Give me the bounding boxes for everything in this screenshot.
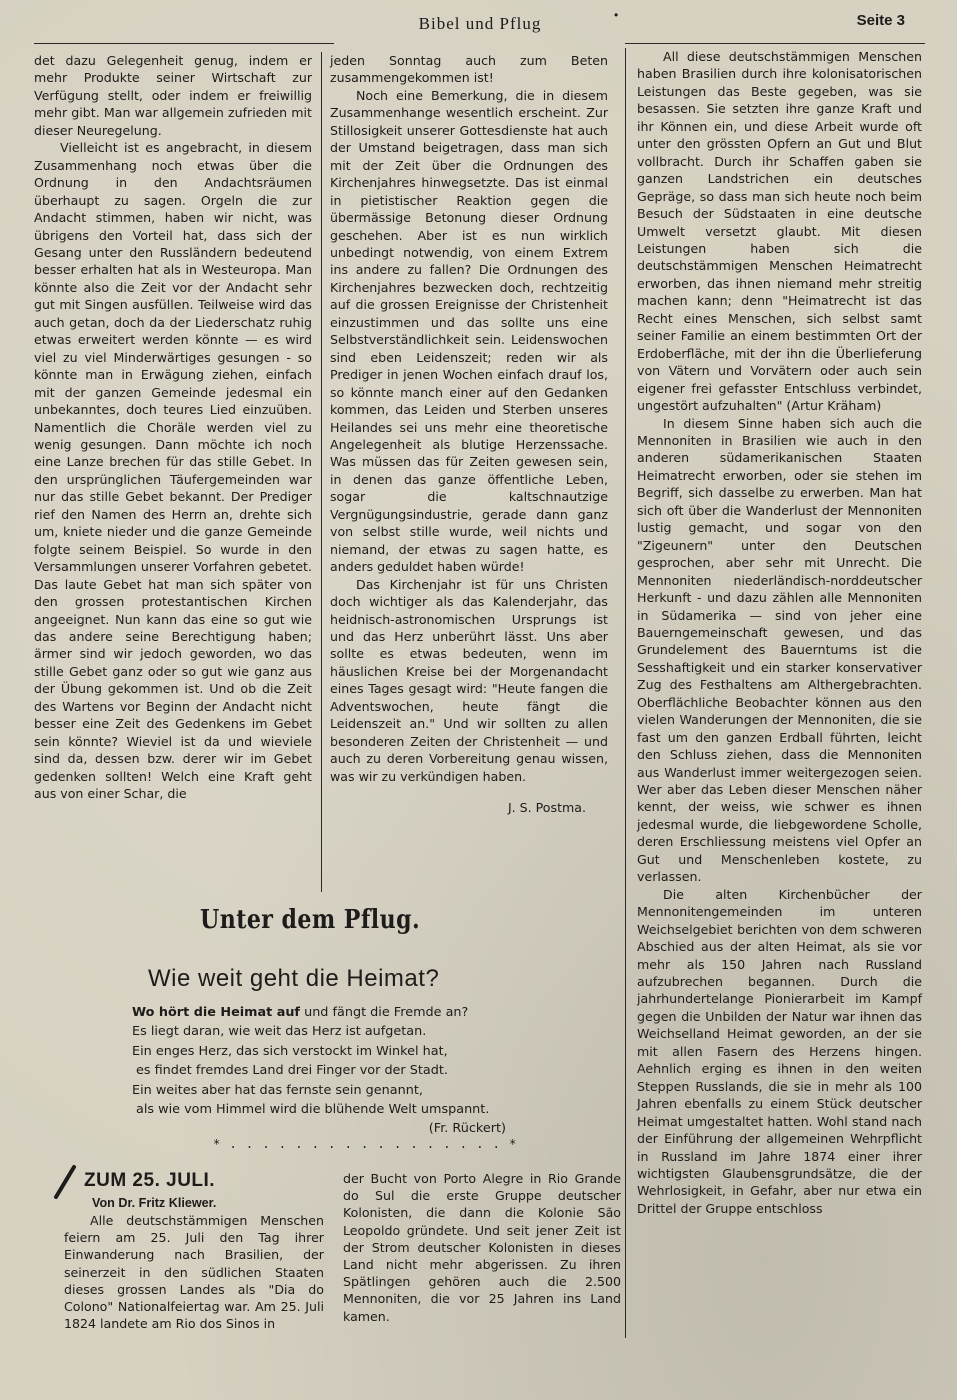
paragraph: der Bucht von Porto Alegre in Rio Grande do Sul die erste Gruppe deutscher Kolonisten, die dann die Kolonie São Leopoldo gründete. Und seit jener Zeit ist der Strom deutscher Kolonisten in dieses Land nicht mehr abgerissen. Zu ihren Spätlingen gehören auch die 2.500 Mennoniten, die vor 25 Jahren ins Land kamen. — [343, 1171, 621, 1324]
running-title: Bibel und Pflug — [418, 14, 542, 33]
poem-line: Ein enges Herz, das sich verstockt im Winkel hat, — [132, 1043, 448, 1059]
article-title: ZUM 25. JULI. — [84, 1170, 216, 1191]
article-column-1 — [64, 1212, 324, 1332]
poem-first-rest: und fängt die Fremde an? — [300, 1005, 469, 1020]
poem-first-bold: Wo hört die Heimat auf — [132, 1005, 301, 1020]
header-rule-right — [625, 43, 925, 44]
column-divider-1 — [321, 52, 322, 892]
paragraph: In diesem Sinne haben sich auch die Mennoniten in Brasilien wie auch in den anderen südamerikanischen Staaten Heimatrecht erworben, oder sie stehen im Begriff, sich dasselbe zu erwerben. Man hat sich oft über die Wanderlust der Mennoniten lustig gemacht, und sogar von den "Zigeunern" unter den Deutschen gesprochen, aber sehr mit Unrecht. Die Mennoniten niederländisch-norddeutscher Herkunft - und dazu zählen alle Mennoniten in Südamerika — sind von jeher eine Bauerngemeinschaft gewesen, und das Grundelement des Bauerntums ist die Sesshaftigkeit und ein starker konservativer Zug des Festhaltens am Althergebrachten. Oberflächliche Beobachter können aus den vielen Wanderungen der Mennoniten, die sie fast um den ganzen Erdball führten, leicht den Schluss ziehen, dass die Mennoniten aus Wanderlust immer weitergezogen seien. Wer aber das Leben dieser Menschen näher kennt, der weiss, wie schwer es ihnen jedesmal wurde, die liebgewordene Scholle, deren Erschliessung meistens viel Opfer an Gut und Menschenleben kostete, zu verlassen. — [637, 415, 922, 885]
column-3 — [637, 48, 922, 1217]
poem-line: Es liegt daran, wie weit das Herz ist aufgetan. — [132, 1024, 427, 1040]
author-signature: J. S. Postma. — [507, 800, 586, 816]
paragraph: Die alten Kirchenbücher der Mennonitengemeinden im unteren Weichselgebiet berichten von dem schweren Abschied aus der alten Heimat, als sie vor mehr als 150 Jahren nach Russland aufzubrechen begannen. Durch die jahrhundertelange Pionierarbeit im Kampf gegen die Unbilden der Natur war ihnen das Weichselland Heimat geworden, an der sie mit allen Fasern des Herzens hingen. Aehnlich erging es ihnen in den weiten Steppen Russlands, die sie in mehr als 100 Jahren ebenfalls zu einem Stück deutscher Heimat umgestaltet hatten. Wohl stand nach der Einführung der allgemeinen Wehrpflicht in Russland im Jahre 1874 einer ihrer wichtigsten Glaubensgrundsätze, die der Wehrlosigkeit, in Gefahr, aber nur etwa ein Drittel der Gruppe entschloss — [637, 886, 922, 1216]
paragraph: det dazu Gelegenheit genug, indem er mehr Produkte seiner Wirtschaft zur Verfügung stellt, oder indem er freiwillig mehr gibt. Man war allgemein zufrieden mit dieser Neuregelung. — [34, 53, 312, 138]
column-divider-2 — [625, 48, 626, 1338]
paragraph: Das Kirchenjahr ist für uns Christen doch wichtiger als das Kalenderjahr, das heidnisch-astronomischen Ursprungs ist und das Herz unberührt lässt. Uns aber sollte es etwas bedeuten, wenn im häuslichen Kreise bei der Morgenandacht eines Tages gesagt wird: "Heute fangen die Adventswochen, heute fängt die Leidenszeit an." Und wir sollten zu allen besonderen Zeiten der Christenheit — und auch zu deren Vorbereitung genau wissen, was wir zu verkündigen haben. — [330, 576, 608, 784]
separator-dots: * . . . . . . . . . . . . . . . . . * — [213, 1137, 518, 1151]
header-mark: • — [614, 8, 619, 22]
header-rule-left — [34, 43, 334, 44]
poem-line: Ein weites aber hat das fernste sein genannt, — [132, 1082, 423, 1098]
section-title: Unter dem Pflug. — [200, 905, 421, 935]
paragraph: jeden Sonntag auch zum Beten zusammengekommen ist! — [330, 53, 608, 86]
article-column-2 — [343, 1170, 621, 1325]
column-1 — [34, 52, 312, 802]
paragraph: All diese deutschstämmigen Menschen haben Brasilien durch ihre kolonisatorischen Leistungen das Beste gegeben, was sie besassen. Sie setzten ihre ganze Kraft und ihr Können ein, und diese Arbeit wurde oft unter den grössten Opfern an Gut und Blut vollbracht. Durch ihr Schaffen gaben sie ganzen Landstrichen ein deutsches Gepräge, so dass man sich heute noch beim Besuch der Südstaaten in eine deutsche Umwelt versetzt glaubt. Mit diesen Leistungen haben sich die deutschstämmigen Menschen Heimatrecht erworben, das ihnen niemand mehr streitig machen kann; denn "Heimatrecht ist das Recht eines Menschen, sich selbst samt seiner Familie an einem bestimmten Ort der Erdoberfläche, mit der ihn die Überlieferung von Vätern und Vorvätern oder auch sein eigener frei gefasster Entschluss verbindet, ungestört aufzuhalten" (Artur Kräham) — [637, 49, 922, 414]
page-number: Seite 3 — [856, 12, 905, 29]
poem-line: als wie vom Himmel wird die blühende Welt umspannt. — [136, 1102, 490, 1118]
poem-author: (Fr. Rückert) — [428, 1121, 506, 1137]
poem-title: Wie weit geht die Heimat? — [148, 965, 440, 992]
poem — [132, 1003, 592, 1139]
paragraph: Vielleicht ist es angebracht, in diesem Zusammenhang noch etwas über die Ordnung in den Andachtsräumen überhaupt zu sagen. Orgeln die zur Andacht stimmen, haben wir nicht, was übrigens den Vorteil hat, dass sich der Gesang unter den Russländern bedeutend besser erhalten hat als in Westeuropa. Man könnte also die Zeit vor der Andacht sehr gut mit Singen ausfüllen. Teilweise wird das auch getan, doch da der Liederschatz ruhig etwas erweitert werden könnte — es wird viel zu viel Minderwärtiges gesungen - so könnte man in Erwägung ziehen, einfach mit der ganzen Gemeinde jedesmal ein unbekanntes, doch teures Lied einzuüben. Namentlich die Choräle werden viel zu wenig gesungen. Dann möchte ich noch eine Lanze brechen für das stille Gebet. In den ursprünglichen Täufergemeinden war nur das stille Gebet bekannt. Der Prediger rief den Namen des Herrn an, drehte sich um, kniete nieder und die ganze Gemeinde folgte seinem Beispiel. So wurde in den Versammlungen unserer Vorfahren gebetet. Das laute Gebet hat man sich später von den grossen protestantischen Kirchen angeeignet. Nun kann das eine so gut wie das andere seine Berechtigung haben; ärmer sind wir jedoch geworden, wo das stille Gebet ganz oder so gut wie ganz aus der Übung gekommen ist. Und ob die Zeit des Wartens vor Beginn der Andacht nicht besser eine Zeit des Gedenkens im Gebet sein könnte? Wieviel ist da und wieviele sind da, dessen bzw. derer wir im Gebet gedenken sollten! Welch eine Kraft geht aus von einer Schar, die — [34, 140, 312, 802]
paragraph: Alle deutschstämmigen Menschen feiern am 25. Juli den Tag ihrer Einwanderung nach Brasilien, der seinerzeit in den südlichen Staaten dieses grossen Landes als "Dia do Colono" Nationalfeiertag war. Am 25. Juli 1824 landete am Rio dos Sinos in — [64, 1213, 324, 1332]
column-2 — [330, 52, 608, 816]
paragraph: Noch eine Bemerkung, die in diesem Zusammenhange wesentlich erscheint. Zur Stillosigkeit unserer Gottesdienste hat auch der Umstand beigetragen, dass man sich mit der Zeit über die Ordnungen des Kirchenjahres hinwegsetzte. Das ist einmal in pietistischer Reaktion gegen die übermässige Betonung dieser Ordnung geschehen. Aber ist es nun wirklich unbedingt notwendig, von einem Extrem ins andere zu fallen? Die Ordnungen des Kirchenjahres bezwecken doch, rechtzeitig auf die grossen Ereignisse der Christenheit einzustimmen und das sollte uns eine Selbstverständlichkeit sein. Leidenswochen sind eben Leidenszeit; reden wir als Prediger in jenen Wochen einfach drauf los, so könnte manch einer auf den Gedanken kommen, das Leiden und Sterben unseres Heilandes sei uns mehr eine theoretische Angelegenheit als blutige Herzenssache. Was müssen das für Zeiten gewesen sein, in denen das ganze öffentliche Leben, sogar die kaltschnautzige Vergnügungsindustrie, gerade dann ganz von selbst stille wurde, weil nichts und niemand, der etwas zu sagen hatte, es anders geduldet haben würde! — [330, 87, 608, 575]
poem-line: es findet fremdes Land drei Finger vor der Stadt. — [136, 1063, 448, 1079]
slash-mark-icon — [52, 1165, 78, 1199]
article-byline: Von Dr. Fritz Kliewer. — [92, 1196, 217, 1210]
